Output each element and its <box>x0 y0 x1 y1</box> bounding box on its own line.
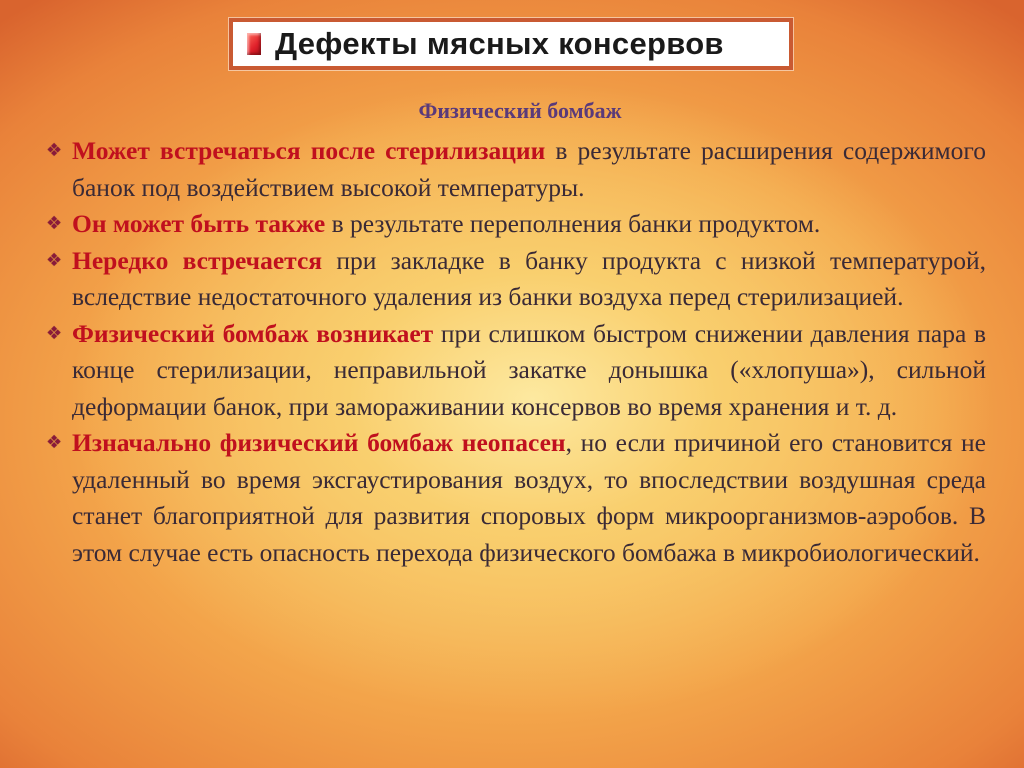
diamond-bullet-icon: ❖ <box>46 432 63 453</box>
list-item <box>46 316 986 426</box>
list-item-text <box>72 133 986 206</box>
diamond-bullet-icon: ❖ <box>46 249 63 271</box>
list-item-bold: Изначально физический бомбаж неопасен <box>72 428 566 457</box>
list-item-bold: Он может быть также <box>72 209 326 238</box>
list-item-body: в результате расширения содержимого банок под воздействием высокой температуры. <box>72 136 986 202</box>
list-item-body: при закладке в банку продукта с низкой температурой, вследствие недостаточного удаления из банки воздуха перед стерилизацией. <box>72 245 987 311</box>
list-item-text <box>72 316 986 426</box>
list-item <box>46 243 986 316</box>
list-item <box>46 206 986 243</box>
diamond-bullet-icon: ❖ <box>46 213 63 234</box>
list-item-text <box>72 243 986 316</box>
list-item-bold: Нередко встречается <box>72 245 323 275</box>
slide-title: Дефекты мясных консервов <box>275 26 724 61</box>
slide-subtitle: Физический бомбаж <box>418 98 622 123</box>
list-item <box>46 133 986 206</box>
list-item <box>46 425 986 571</box>
diamond-bullet-icon: ❖ <box>46 322 63 344</box>
list-item-bold: Может встречаться после стерилизации <box>72 136 546 165</box>
list-item-body: в результате переполнения банки продуктом. <box>325 209 821 238</box>
list-item-bold: Физический бомбаж возникает <box>72 318 434 348</box>
list-item-text <box>72 206 986 243</box>
list-item-body: , но если причиной его становится не удаленный во время эксгаустирования воздух, то впоследствии воздушная среда станет благоприятной для развития споровых форм микроорганизмов-аэробов. В этом случае есть опасность перехода физического бомбажа в микробиологический. <box>72 428 986 567</box>
slide-title-box <box>229 18 793 70</box>
list-item-body: при слишком быстром снижении давления пара в конце стерилизации, неправильной закатке донышка («хлопуша»), сильной деформации банок, при замораживании консервов во время хранения и т. д. <box>72 318 986 421</box>
bullet-list <box>46 133 986 571</box>
diamond-bullet-icon: ❖ <box>46 140 63 161</box>
list-item-text <box>72 425 986 571</box>
red-square-marker-icon <box>247 33 261 55</box>
